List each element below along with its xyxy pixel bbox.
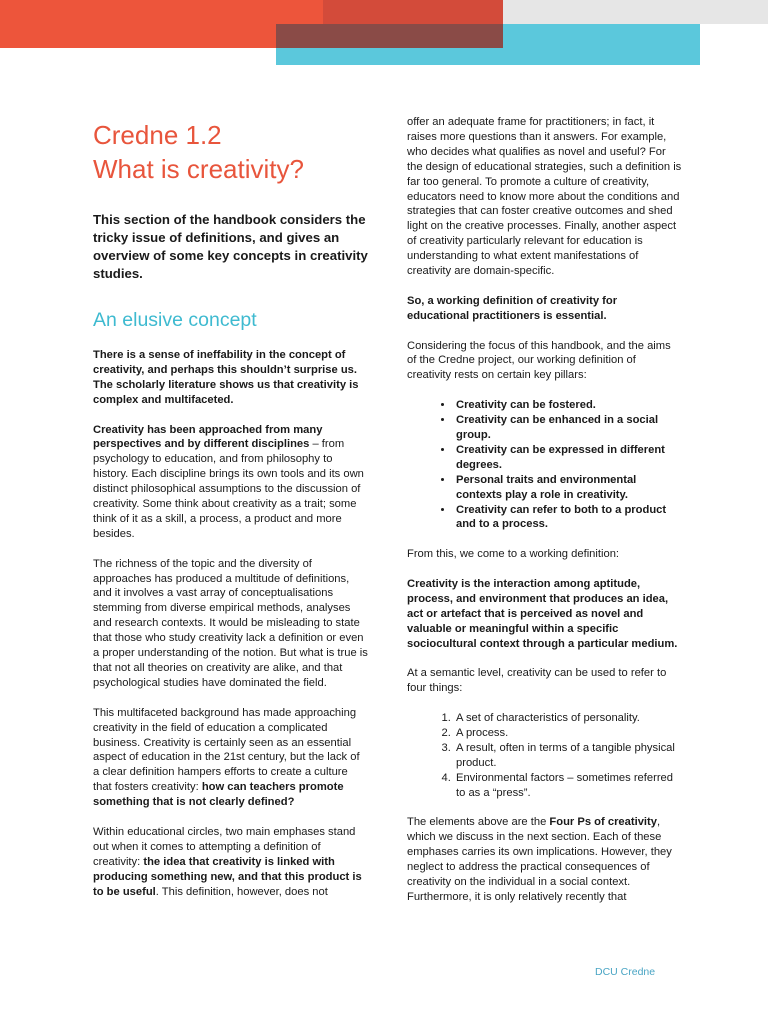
paragraph-text: , which we discuss in the next section. Each of these emphases carries its own implications. However, they neglect to address the practical consequences of creativity on the individual in a social context. Furthermore, it is only relatively recently that (407, 816, 672, 903)
paragraph (93, 423, 368, 542)
paragraph (93, 825, 368, 900)
paragraph: Considering the focus of this handbook, and the aims of the Credne project, our working definition of creativity rests on certain key pillars: (407, 339, 671, 382)
list-item: 4. Environmental factors – sometimes referred to as a “press”. (454, 771, 682, 801)
paragraph-bold-text: the idea that creativity is linked with producing something new, and that this product is to be useful (93, 855, 362, 898)
list-item: • Creativity can refer to both to a product and to a process. (454, 503, 682, 533)
paragraph-text: . This definition, however, does not (155, 885, 328, 898)
page-title (93, 118, 368, 186)
paragraph (407, 577, 682, 652)
header-bar-gray (500, 0, 768, 24)
paragraph-bold-text: Four Ps of creativity (549, 816, 657, 829)
list-item: • Creativity can be expressed in different degrees. (454, 443, 682, 473)
left-column (93, 118, 368, 914)
pillars-list (407, 398, 682, 532)
page-footer: DCU Credne (595, 966, 656, 978)
header-bar-red (323, 0, 503, 24)
paragraph (407, 294, 682, 324)
list-item: • Creativity can be enhanced in a social group. (454, 413, 682, 443)
four-things-list (407, 711, 682, 800)
paragraph-bold-text: So, a working definition of creativity for educational practitioners is essential. (407, 294, 618, 322)
paragraph-text: – from psychology to education, and from philosophy to history. Each discipline brings its own tools and its own distinct philosophical assumptions to the discussion of creativity. Some think about creativity as a trait; some think of it as a skill, a process, a product and more besides. (93, 438, 364, 540)
list-item: • Personal traits and environmental contexts play a role in creativity. (454, 473, 682, 503)
list-item: • Creativity can be fostered. (454, 398, 682, 413)
list-item: 2. A process. (454, 726, 682, 741)
paragraph-bold-text: There is a sense of ineffability in the concept of creativity, and perhaps this shouldn’t surprise us. The scholarly literature shows us that creativity is complex and multifaceted. (93, 349, 359, 406)
definition-text: Creativity is the interaction among aptitude, process, and environment that produces an idea, act or artefact that is perceived as novel and valuable or meaningful within a specific sociocultural context through a particular medium. (407, 578, 678, 650)
paragraph-bold-text: how can teachers promote something that is not clearly defined? (93, 781, 344, 809)
paragraph: offer an adequate frame for practitioners; in fact, it raises more questions than it answers. For example, who decides what qualifies as novel and useful? For the design of educational strategies, such a definition is far too general. To promote a culture of creativity, educators need to know more about the conditions and strategies that can foster creative outcomes and shed light on the creative processes. Finally, another aspect of creativity particularly relevant for education is understanding to what extent manifestations of creativity are domain-specific. (407, 116, 682, 278)
paragraph: From this, we come to a working definition: (407, 548, 620, 561)
paragraph-text: The elements above are the (407, 816, 550, 829)
section-heading: An elusive concept (93, 309, 257, 331)
paragraph-text: This multifaceted background has made approaching creativity in the field of education a complicated business. Creativity is certainly seen as an essential aspect of education in the 21st century, but the lack of a clear definition hampers efforts to create a culture that fosters creativity: (93, 706, 360, 794)
paragraph: The richness of the topic and the diversity of approaches has produced a multitude of definitions, and it involves a vast array of conceptualisations stemming from diverse empirical methods, analyses and research contexts. It would be misleading to state that those who study creativity lack a definition or even a proper understanding of the notion. But what is true is that not all theories on creativity are alike, and that psychological studies have dominated the field. (93, 557, 368, 689)
paragraph-bold-text: Creativity has been approached from many perspectives and by different disciplines (93, 423, 323, 451)
list-item: 3. A result, often in terms of a tangible physical product. (454, 741, 682, 771)
title-line-2: What is creativity? (93, 154, 304, 184)
intro-paragraph: This section of the handbook considers the tricky issue of definitions, and gives an overview of some key concepts in creativity studies. (93, 212, 368, 281)
paragraph (407, 815, 682, 904)
right-column (407, 115, 682, 920)
list-item: 1. A set of characteristics of personality. (454, 711, 682, 726)
paragraph-text: Within educational circles, two main emphases stand out when it comes to attempting a definition of creativity: (93, 825, 356, 868)
paragraph: At a semantic level, creativity can be used to refer to four things: (407, 667, 667, 695)
title-line-1: Credne 1.2 (93, 120, 222, 150)
header-bar-overlap (276, 24, 503, 48)
paragraph (93, 706, 368, 810)
paragraph (93, 348, 368, 408)
header-bar-orange (0, 0, 323, 48)
